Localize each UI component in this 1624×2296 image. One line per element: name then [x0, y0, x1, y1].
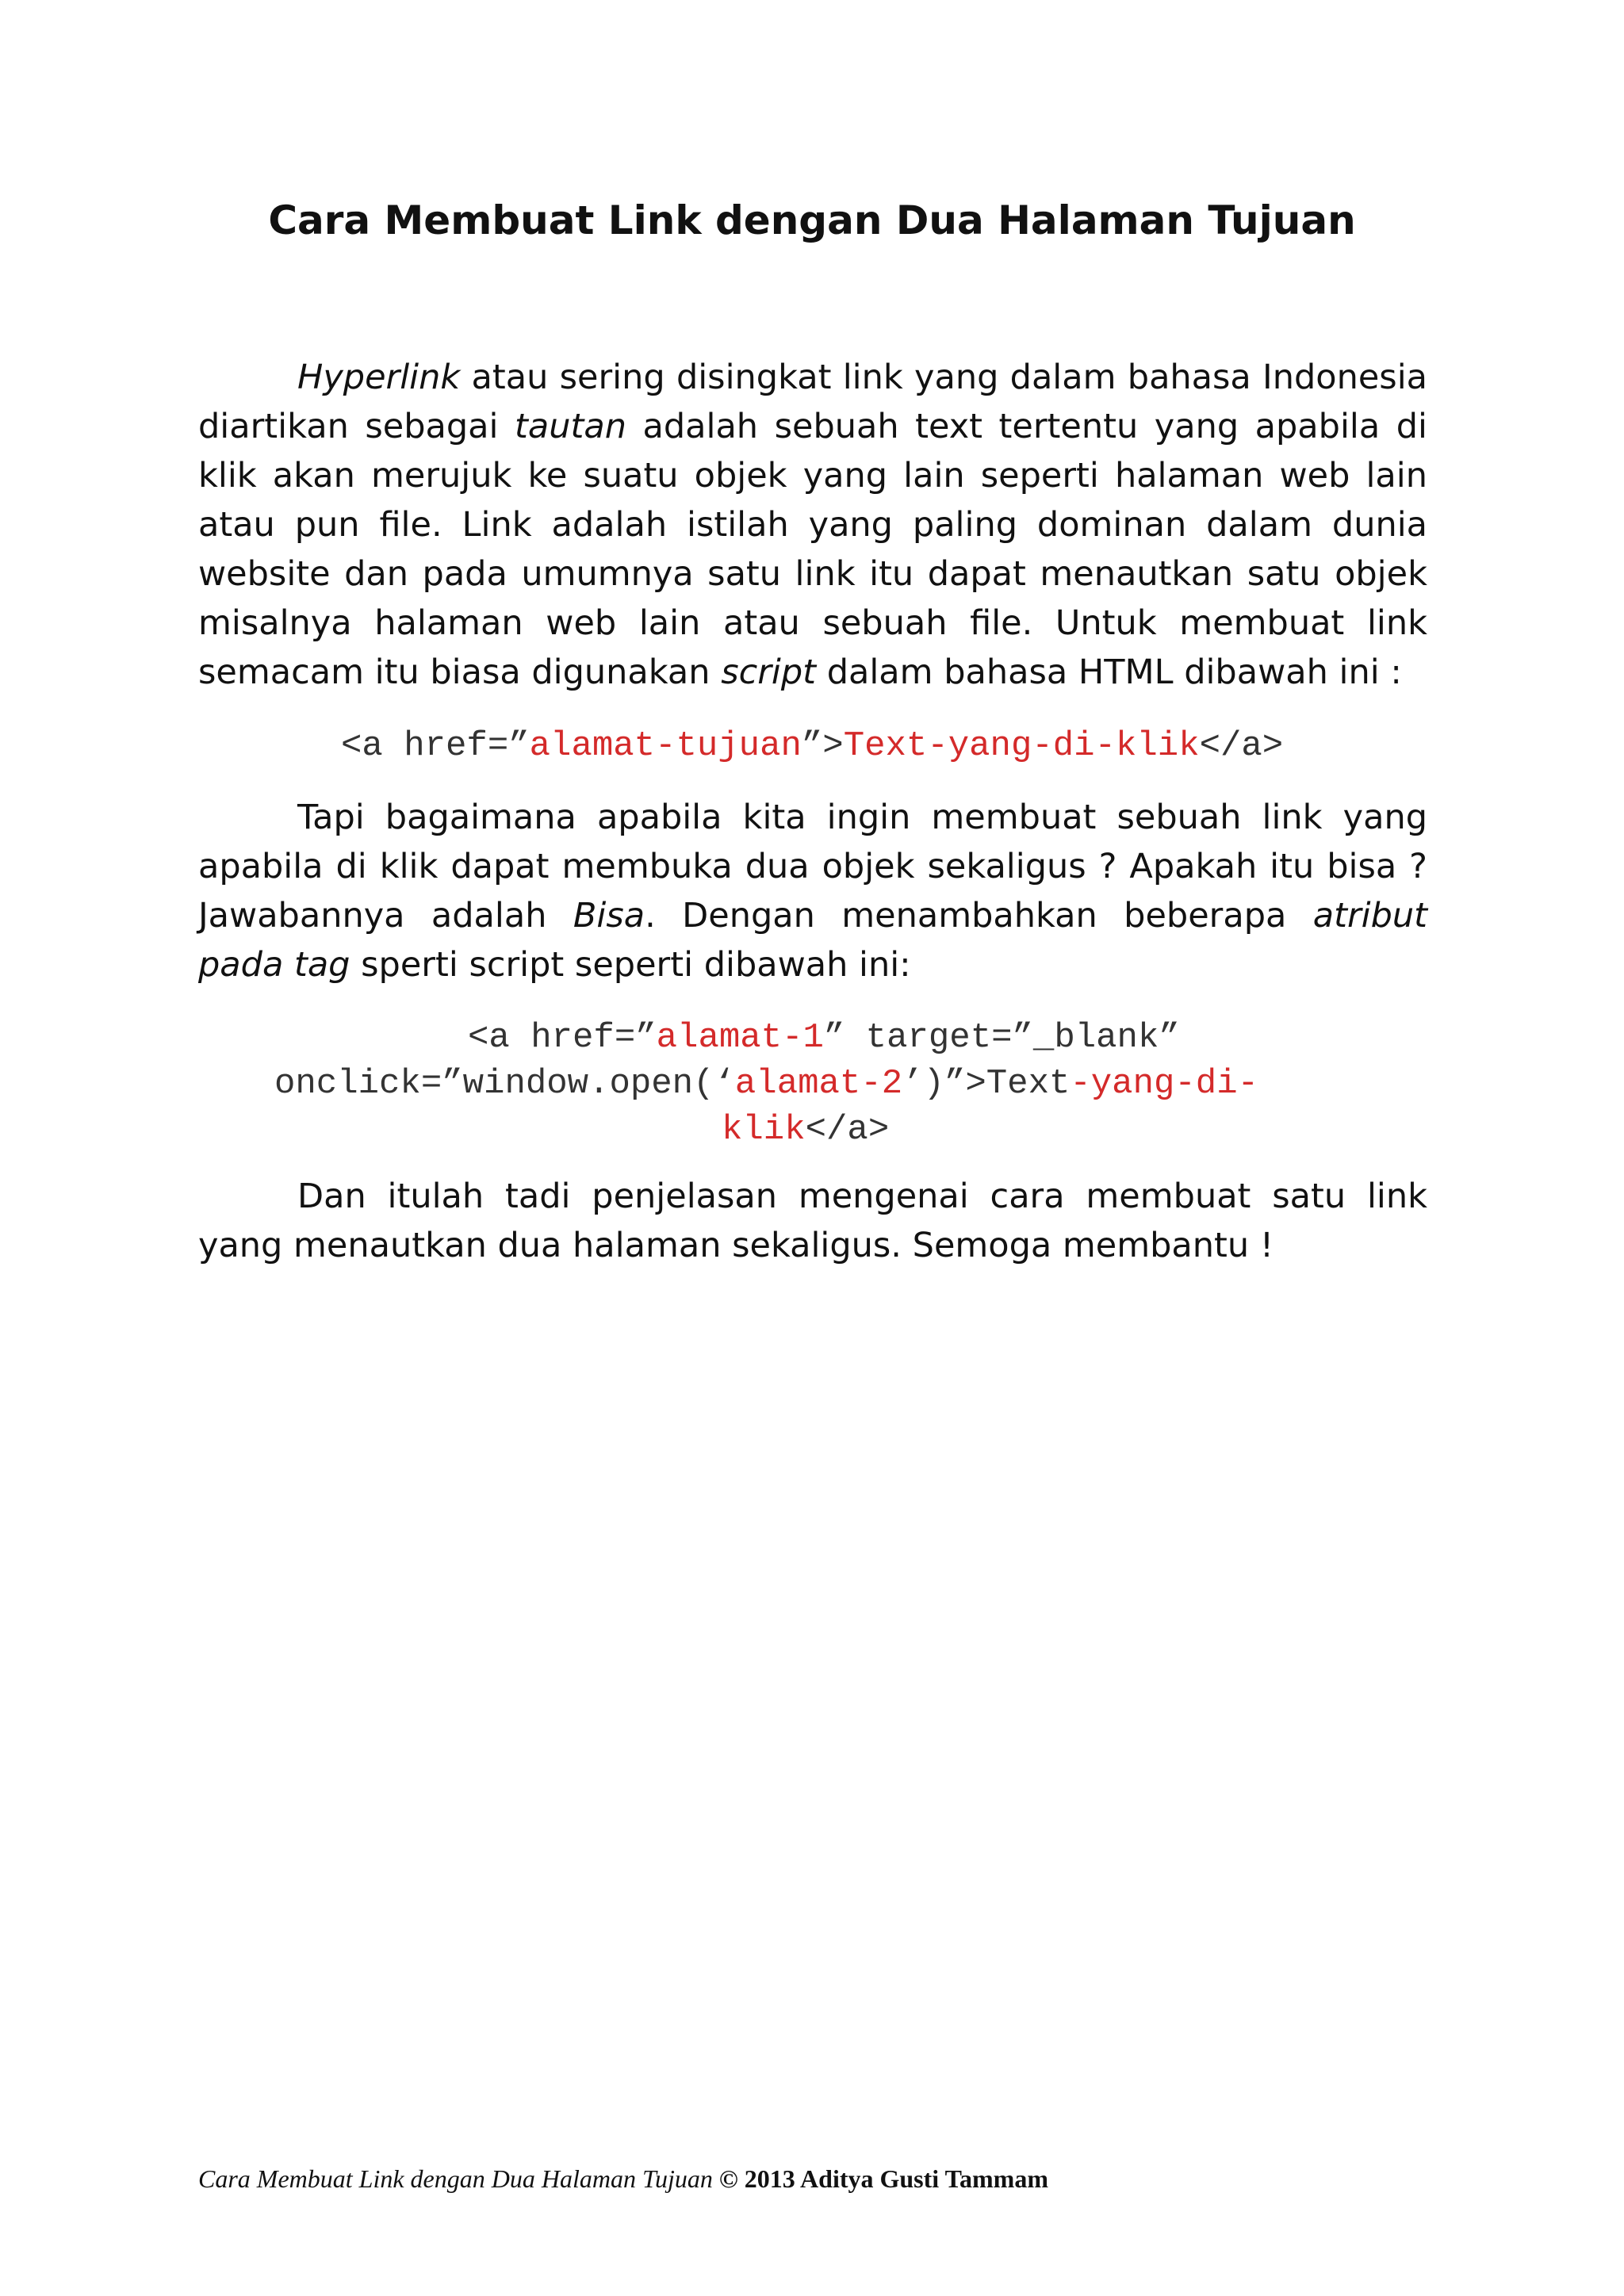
closing-paragraph: Dan itulah tadi penjelasan mengenai cara membuat satu link yang menautkan dua halaman sekaligus. Semoga membantu ! — [198, 1177, 1427, 1265]
term-tautan: tautan — [515, 407, 626, 446]
code-token: ”> — [801, 726, 844, 766]
page-title: Cara Membuat Link dengan Dua Halaman Tujuan — [268, 197, 1356, 243]
question-paragraph — [198, 793, 1427, 989]
term-script: script — [721, 652, 817, 692]
paragraph-text: atau sering disingkat link yang dalam bahasa Indonesia diartikan sebagai — [198, 358, 1427, 446]
code-token: </a> — [1199, 726, 1284, 766]
footer-doc-title: Cara Membuat Link dengan Dua Halaman Tujuan — [198, 2164, 713, 2193]
intro-paragraph — [198, 353, 1427, 697]
paragraph-text: . Dengan menambahkan beberapa — [645, 896, 1313, 936]
code-example-single-link — [341, 723, 1283, 769]
paragraph-text: sperti script seperti dibawah ini: — [350, 945, 911, 985]
code-example-double-link-line2 — [274, 1061, 1258, 1107]
code-token: ” target=”_blank” — [823, 1018, 1180, 1058]
code-example-double-link-line3 — [722, 1107, 889, 1153]
paragraph-text: adalah sebuah text tertentu yang apabila di klik akan merujuk ke suatu objek yang lain seperti halaman web lain atau pun file. Link adalah istilah yang paling dominan dalam dunia website dan pada umumnya satu link itu dapat menautkan satu objek misalnya halaman web lain atau sebuah file. Untuk membuat link semacam itu biasa digunakan — [198, 407, 1427, 692]
code-token: onclick=”window.open(‘ — [274, 1064, 735, 1104]
footer-copyright: © 2013 Aditya Gusti Tammam — [712, 2164, 1048, 2193]
code-window-open-arg: alamat-2 — [734, 1064, 903, 1104]
page-footer — [198, 2164, 1048, 2194]
term-atribut: atribut pada tag — [198, 896, 1427, 985]
code-href-value: alamat-tujuan — [529, 726, 802, 766]
code-token: </a> — [805, 1110, 890, 1150]
code-token: ’)”>Text — [902, 1064, 1071, 1104]
code-token: <a href=” — [341, 726, 530, 766]
term-bisa: Bisa — [573, 896, 645, 936]
paragraph-text: Tapi bagaimana apabila kita ingin membuat sebuah link yang apabila di klik dapat membuka dua objek sekaligus ? Apakah itu bisa ? Jawabannya adalah — [198, 798, 1427, 936]
code-link-text: -yang-di- — [1070, 1064, 1259, 1104]
code-link-text: Text-yang-di-klik — [843, 726, 1200, 766]
code-href-value: alamat-1 — [656, 1018, 824, 1058]
code-link-text: klik — [722, 1110, 806, 1150]
paragraph-text: dalam bahasa HTML dibawah ini : — [816, 652, 1402, 692]
term-hyperlink: Hyperlink — [297, 358, 461, 397]
code-token: <a href=” — [468, 1018, 657, 1058]
code-example-double-link-line1 — [468, 1015, 1180, 1061]
